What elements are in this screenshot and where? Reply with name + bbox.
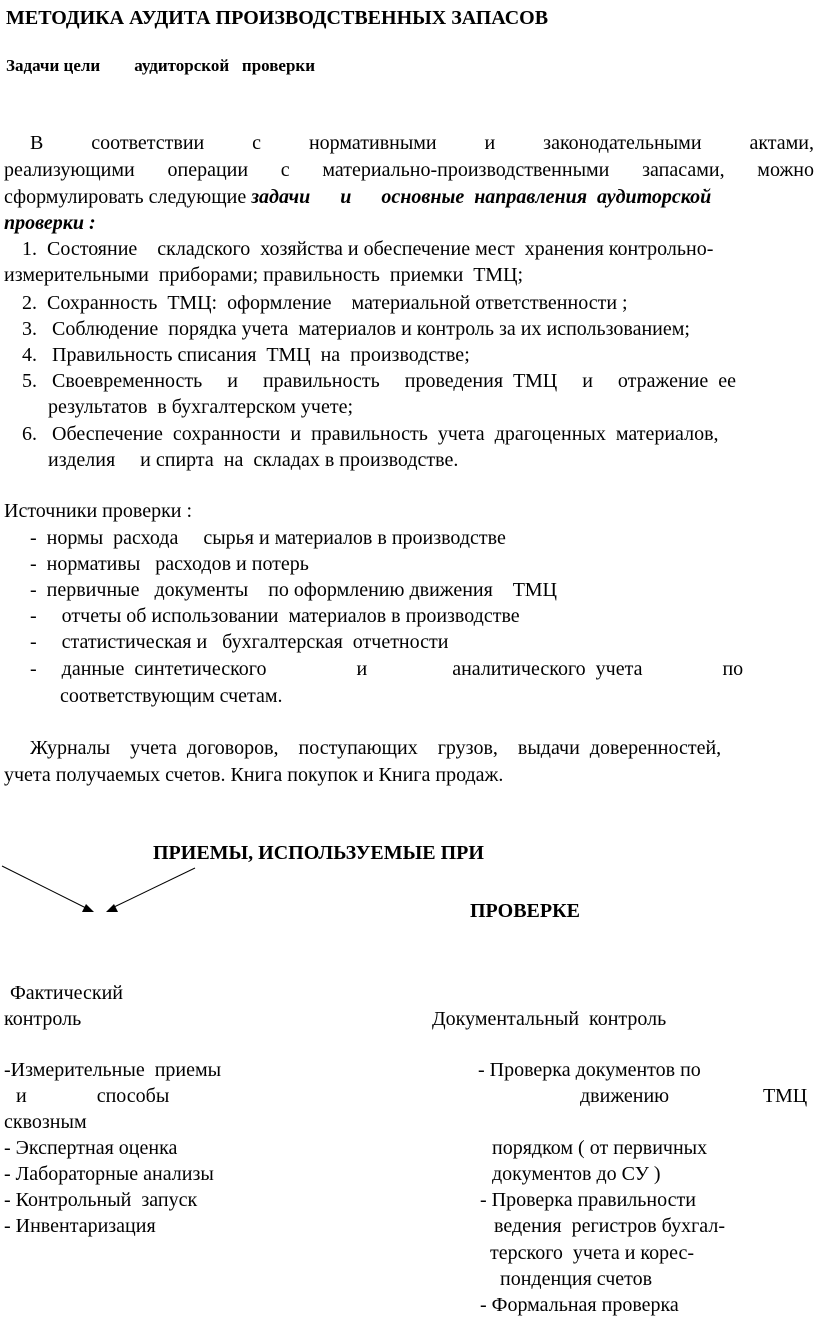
documentary-control-title: Документальный контроль [432,1008,667,1030]
subtitle: Задачи цели аудиторской проверки [6,56,315,75]
factual-item-2: - Экспертная оценка [4,1137,178,1159]
intro-line-3-emphasis: задачи и основные направления аудиторской [251,186,712,208]
task-4: 4. Правильность списания ТМЦ на производстве; [22,344,470,366]
doc-item-1: - Проверка документов по [478,1059,701,1081]
doc-item-2-cont: ведения регистров бухгал- [494,1215,725,1237]
doc-item-2-cont-2: терского учета и корес- [490,1242,695,1264]
factual-control-title-2: контроль [4,1008,82,1030]
doc-item-1-cont-2: порядком ( от первичных [492,1137,708,1159]
task-1-line-1: 1. Состояние складского хозяйства и обеспечение мест хранения контрольно- [22,238,714,260]
factual-item-1: -Измерительные приемы [4,1059,222,1081]
doc-item-2: - Проверка правильности [480,1189,696,1211]
doc-item-1-tmc: ТМЦ [763,1085,808,1107]
factual-item-1-cont-2: сквозным [4,1111,87,1133]
source-item-3: - первичные документы по оформлению движения ТМЦ [30,579,557,601]
task-3: 3. Соблюдение порядка учета материалов и контроль за их использованием; [22,318,690,340]
factual-control-title-1: Фактический [10,982,124,1004]
task-6-line-1: 6. Обеспечение сохранности и правильность учета драгоценных материалов, [22,423,719,445]
factual-item-1-cont: и способы [16,1085,170,1107]
intro-line-2: реализующими операции с материально-производственными запасами, можно [4,159,814,181]
journals-line-2: учета получаемых счетов. Книга покупок и Книга продаж. [4,764,504,786]
intro-line-1: В соответствии с нормативными и законодательными актами, [30,132,814,154]
methods-heading-2: ПРОВЕРКЕ [470,900,580,922]
journals-line-1: Журналы учета договоров, поступающих грузов, выдачи доверенностей, [30,737,722,759]
right-arrow-line [112,868,195,908]
sources-heading: Источники проверки : [4,500,193,522]
task-5-line-1: 5. Своевременность и правильность проведения ТМЦ и отражение ее [22,370,736,392]
factual-item-5: - Инвентаризация [4,1215,156,1237]
source-item-2: - нормативы расходов и потерь [30,553,309,575]
task-5-line-2: результатов в бухгалтерском учете; [48,396,353,418]
task-1-line-2: измерительными приборами; правильность приемки ТМЦ; [4,264,524,286]
doc-item-1-cont: движению [580,1085,670,1107]
left-arrow-head [82,904,94,912]
source-item-4: - отчеты об использовании материалов в производстве [30,605,520,627]
methods-heading-1: ПРИЕМЫ, ИСПОЛЬЗУЕМЫЕ ПРИ [153,842,484,864]
intro-line-3-plain: сформулировать следующие [4,186,247,208]
doc-item-3: - Формальная проверка [480,1294,679,1316]
factual-item-4: - Контрольный запуск [4,1189,198,1211]
source-item-6-cont: соответствующим счетам. [60,685,283,707]
page-title: МЕТОДИКА АУДИТА ПРОИЗВОДСТВЕННЫХ ЗАПАСОВ [6,7,549,29]
right-arrow-head [106,904,118,912]
task-6-line-2: изделия и спирта на складах в производстве. [48,449,459,471]
doc-item-2-cont-3: понденция счетов [500,1268,653,1290]
factual-item-3: - Лабораторные анализы [4,1163,214,1185]
source-item-1: - нормы расхода сырья и материалов в производстве [30,527,506,549]
task-2: 2. Сохранность ТМЦ: оформление материальной ответственности ; [22,292,628,314]
source-item-6: - данные синтетического и аналитического учета по [30,658,744,680]
doc-item-1-cont-3: документов до СУ ) [492,1163,661,1185]
left-arrow-line [2,866,88,909]
source-item-5: - статистическая и бухгалтерская отчетности [30,631,449,653]
intro-line-4-emphasis: проверки : [4,212,96,234]
